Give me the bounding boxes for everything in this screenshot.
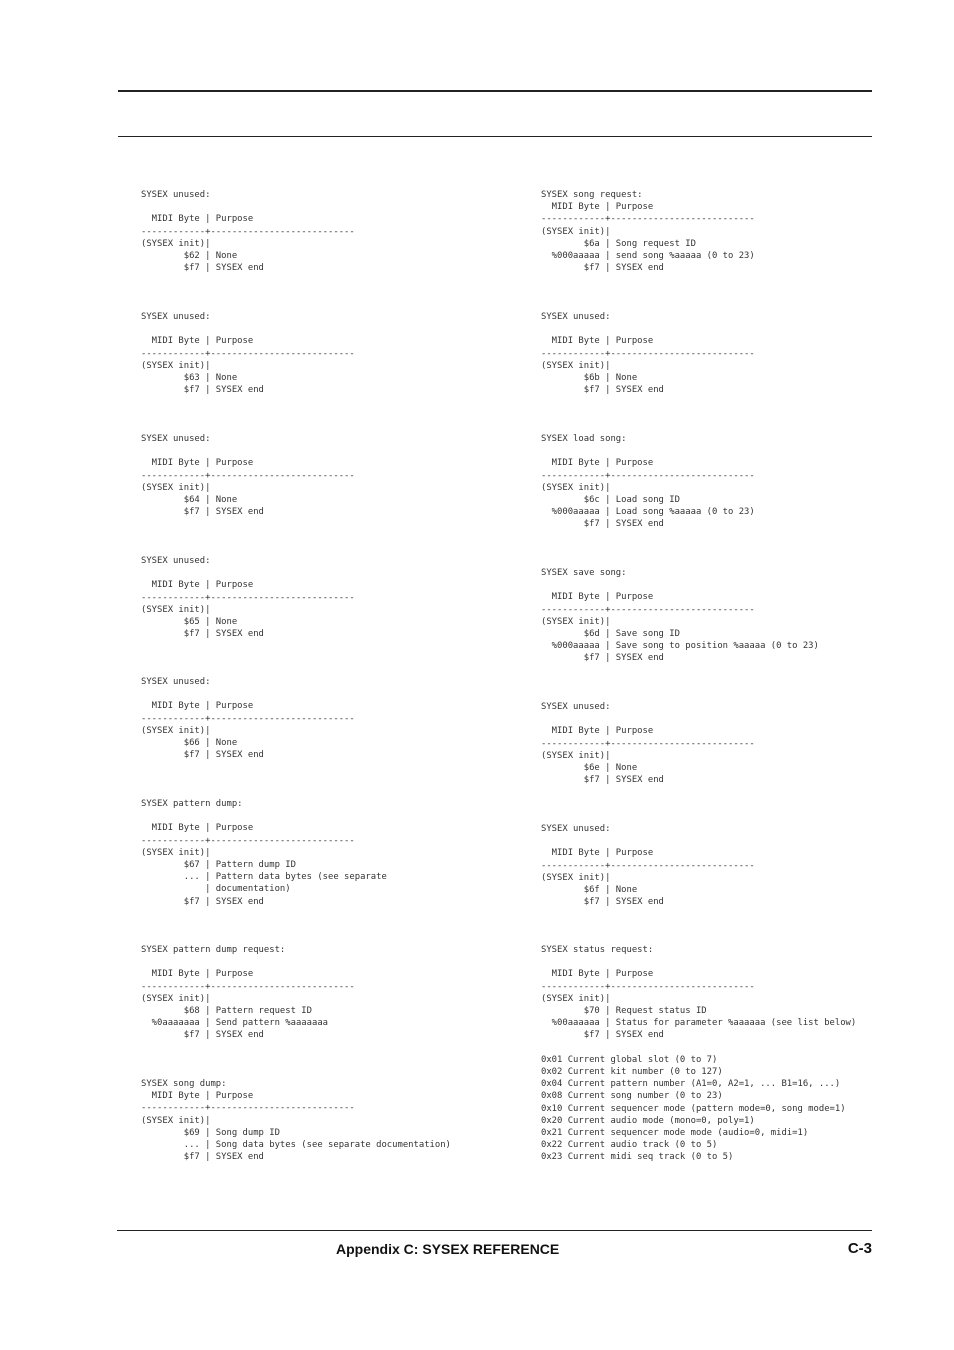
sysex-block-6d-save-song: SYSEX save song: MIDI Byte | Purpose ------------+--------------------------- (SYSEX init)| $6d | Save song ID %000aaaaa | Save song to position %aaaaa (0 to 23) $f7 | SYSEX end bbox=[541, 568, 819, 664]
footer-title: Appendix C: SYSEX REFERENCE bbox=[336, 1241, 560, 1257]
sysex-block-6f: SYSEX unused: MIDI Byte | Purpose ------------+--------------------------- (SYSEX init)| $6f | None $f7 | SYSEX end bbox=[541, 824, 755, 908]
sysex-block-66: SYSEX unused: MIDI Byte | Purpose ------------+--------------------------- (SYSEX init)| $66 | None $f7 | SYSEX end bbox=[141, 677, 355, 761]
sysex-block-68-pattern-request: SYSEX pattern dump request: MIDI Byte | Purpose ------------+--------------------------- (SYSEX init)| $68 | Pattern request ID %0aaaaaaa | Send pattern %aaaaaaa $f7 | SYSEX end bbox=[141, 945, 355, 1041]
header-rule-top bbox=[118, 90, 872, 92]
footer-rule bbox=[117, 1230, 872, 1231]
sysex-block-65: SYSEX unused: MIDI Byte | Purpose ------------+--------------------------- (SYSEX init)| $65 | None $f7 | SYSEX end bbox=[141, 556, 355, 640]
sysex-block-69-song-dump: SYSEX song dump: MIDI Byte | Purpose ------------+--------------------------- (SYSEX init)| $69 | Song dump ID ... | Song data bytes (see separate documentation) $f7 | SYSEX end bbox=[141, 1079, 451, 1163]
sysex-block-63: SYSEX unused: MIDI Byte | Purpose ------------+--------------------------- (SYSEX init)| $63 | None $f7 | SYSEX end bbox=[141, 312, 355, 396]
sysex-block-70-status-request: SYSEX status request: MIDI Byte | Purpose ------------+--------------------------- (SYSEX init)| $70 | Request status ID %00aaaaaa | Status for parameter %aaaaaa (see list below) $f7 | SYSEX end 0x01 Current global slot (0 to 7) 0x02 Current kit number (0 to 127) 0x04 Current pattern number (A1=0, A2=1, ... B1=16, ...) 0x08 Current song number (0 to 23) 0x10 Current sequencer mode (pattern mode=0, song mode=1) 0x20 Current audio mode (mono=0, poly=1) 0x21 Current sequencer mode mode (audio=0, midi=1) 0x22 Current audio track (0 to 5) 0x23 Current midi seq track (0 to 5) bbox=[541, 945, 857, 1163]
sysex-block-6e: SYSEX unused: MIDI Byte | Purpose ------------+--------------------------- (SYSEX init)| $6e | None $f7 | SYSEX end bbox=[541, 702, 755, 786]
sysex-block-6b: SYSEX unused: MIDI Byte | Purpose ------------+--------------------------- (SYSEX init)| $6b | None $f7 | SYSEX end bbox=[541, 312, 755, 396]
sysex-block-64: SYSEX unused: MIDI Byte | Purpose ------------+--------------------------- (SYSEX init)| $64 | None $f7 | SYSEX end bbox=[141, 434, 355, 518]
sysex-block-67-pattern-dump: SYSEX pattern dump: MIDI Byte | Purpose ------------+--------------------------- (SYSEX init)| $67 | Pattern dump ID ... | Pattern data bytes (see separate | documentation) $f7 | SYSEX end bbox=[141, 799, 387, 907]
page-number: C-3 bbox=[847, 1240, 872, 1257]
header-rule-bottom bbox=[118, 136, 872, 137]
sysex-block-6c-load-song: SYSEX load song: MIDI Byte | Purpose ------------+--------------------------- (SYSEX init)| $6c | Load song ID %000aaaaa | Load song %aaaaa (0 to 23) $f7 | SYSEX end bbox=[541, 434, 755, 530]
sysex-block-62: SYSEX unused: MIDI Byte | Purpose ------------+--------------------------- (SYSEX init)| $62 | None $f7 | SYSEX end bbox=[141, 190, 355, 274]
sysex-block-6a-song-request: SYSEX song request: MIDI Byte | Purpose ------------+--------------------------- (SYSEX init)| $6a | Song request ID %000aaaaa | send song %aaaaa (0 to 23) $f7 | SYSEX end bbox=[541, 190, 755, 274]
